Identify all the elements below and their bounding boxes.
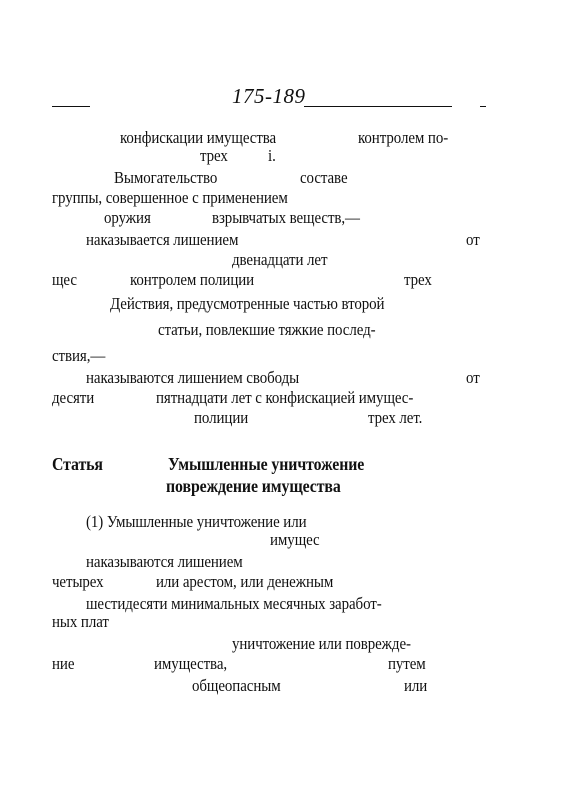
text-line: конфискации имущества	[120, 128, 277, 147]
text-line: шестидесяти минимальных месячных заработ-	[86, 594, 382, 613]
page-range: 175-189	[232, 84, 306, 108]
text-line: или арестом, или денежным	[156, 572, 334, 591]
text-line: трех	[200, 146, 228, 165]
text-line: общеопасным	[192, 676, 281, 695]
text-line: десяти	[52, 388, 95, 407]
article-title-line-1: Умышленные уничтожение	[168, 454, 365, 474]
text-line: статьи, повлекшие тяжкие послед-	[158, 320, 376, 339]
text-line: имущества,	[154, 654, 228, 673]
text-line: (1) Умышленные уничтожение или	[86, 512, 307, 531]
text-line: ных плат	[52, 612, 109, 631]
text-line: от	[466, 230, 480, 249]
text-line: Вымогательство	[114, 168, 218, 187]
header-dash	[480, 106, 486, 107]
text-line: взрывчатых веществ,—	[212, 208, 360, 227]
text-line: наказываются лишением	[86, 552, 243, 571]
text-line: от	[466, 368, 480, 387]
header-left-rule	[52, 106, 90, 107]
text-line: группы, совершенное с применением	[52, 188, 288, 207]
text-line: или	[404, 676, 428, 695]
text-line: трех лет.	[368, 408, 423, 427]
text-line: щес	[52, 270, 77, 289]
text-line: путем	[388, 654, 426, 673]
text-line: полиции	[194, 408, 249, 427]
article-label: Статья	[52, 454, 103, 474]
article-title-line-2: повреждение имущества	[166, 476, 341, 496]
text-line: наказываются лишением свободы	[86, 368, 300, 387]
text-line: ствия,—	[52, 346, 106, 365]
header-right-rule	[304, 106, 452, 107]
text-line: ние	[52, 654, 75, 673]
text-line: пятнадцати лет с конфискацией имущес-	[156, 388, 414, 407]
text-line: контролем по-	[358, 128, 449, 147]
text-line: трех	[404, 270, 432, 289]
text-line: двенадцати лет	[232, 250, 328, 269]
text-line: і.	[268, 146, 276, 165]
text-line: наказывается лишением	[86, 230, 239, 249]
text-line: имущес	[270, 530, 320, 549]
text-line: оружия	[104, 208, 151, 227]
text-line: составе	[300, 168, 348, 187]
text-line: уничтожение или поврежде-	[232, 634, 411, 653]
text-line: контролем полиции	[130, 270, 255, 289]
text-line: четырех	[52, 572, 104, 591]
text-line: Действия, предусмотренные частью второй	[110, 294, 385, 313]
